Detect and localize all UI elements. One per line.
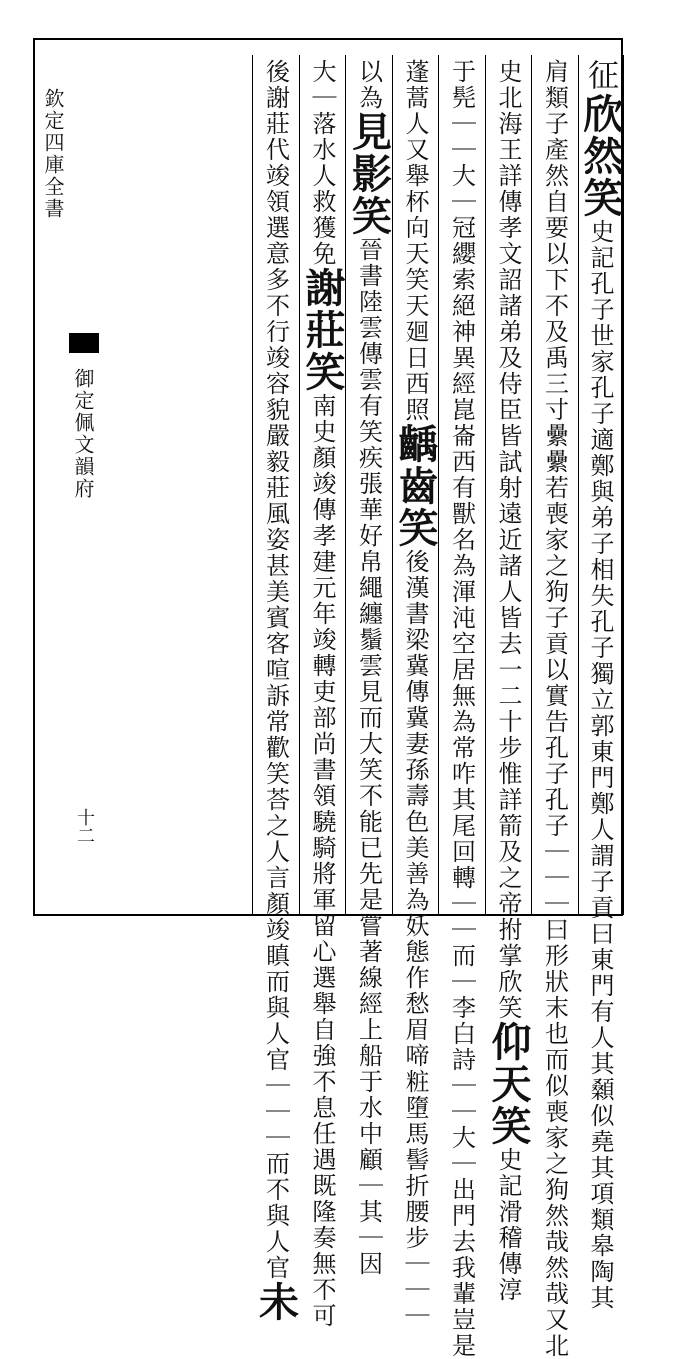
annotation-text: 後謝莊代竣領選意多不行竣容貌嚴毅莊風姿甚美賓客喧訴常歡笑荅之人言顏竣瞋而與人官｜｜｜而不與人官 bbox=[261, 59, 290, 1281]
entry-heading: 仰天笑 bbox=[485, 1021, 532, 1147]
text-column bbox=[252, 55, 300, 1323]
annotation-text: 蓬蒿人又舉杯向天笑天廻日西照 bbox=[401, 59, 429, 423]
text-column bbox=[392, 55, 439, 1329]
book-subtitle: 御定佩文韻府 bbox=[71, 368, 95, 500]
annotation-text: 于髡｜｜大｜冠纓索絕神異經崑崙西有獸名為渾沌空居無為常咋其尾回轉｜｜而｜李白詩｜｜大｜出門去我輩豈是 bbox=[447, 59, 476, 1359]
annotation-text: 晉書陸雲傳雲有笑疾張華好帛繩纏鬚雲見而大笑不能已先是嘗著線經上船于水中顧｜其｜因 bbox=[354, 237, 383, 1277]
text-column bbox=[299, 55, 346, 1329]
entry-heading: 謝莊笑 bbox=[299, 267, 346, 393]
annotation-text: 肩類子產然自要以下不及禹三寸纍纍若喪家之狗子貢以實告孔子孔子｜｜｜曰形狀末也而似喪家之狗然哉然哉又北 bbox=[540, 59, 569, 1359]
annotation-text: 後漢書梁冀傳冀妻孫壽色美善為妖態作愁眉啼粧墮馬髻折腰步｜｜｜ bbox=[401, 549, 429, 1329]
annotation-text: 史記滑稽傳淳 bbox=[494, 1147, 522, 1303]
annotation-text: 大｜落水人救獲免 bbox=[308, 59, 336, 267]
text-column bbox=[345, 55, 393, 1277]
sidebar bbox=[33, 38, 95, 916]
text-column bbox=[438, 55, 485, 1359]
entry-heading: 欣然笑 bbox=[577, 93, 624, 219]
fishtail-mark bbox=[69, 333, 99, 353]
text-column bbox=[577, 55, 625, 1311]
book-title: 欽定四庫全書 bbox=[41, 88, 65, 220]
entry-heading: 齲齒笑 bbox=[392, 423, 439, 549]
entry-text: 征 bbox=[582, 59, 618, 93]
page-number: 十二 bbox=[74, 808, 95, 844]
annotation-text: 史北海王詳傳孝文詔諸弟及侍臣皆試射遠近諸人皆去一二十步惟詳箭及之帝拊掌欣笑 bbox=[494, 59, 522, 1021]
text-column bbox=[531, 55, 578, 1359]
text-columns bbox=[252, 55, 624, 1359]
text-column bbox=[485, 55, 532, 1303]
annotation-text: 南史顏竣傳孝建元年竣轉吏部尚書領驍騎將軍留心選舉自強不息任遇既隆奏無不可 bbox=[308, 393, 336, 1329]
annotation-text: 史記孔子世家孔子適鄭與弟子相失孔子獨立郭東門鄭人謂子貢曰東門有人其顙似堯其項類皋陶其 bbox=[586, 219, 614, 1311]
entry-heading: 未 bbox=[252, 1281, 300, 1323]
entry-heading: 見影笑 bbox=[345, 111, 393, 237]
annotation-text: 以為 bbox=[354, 59, 383, 111]
